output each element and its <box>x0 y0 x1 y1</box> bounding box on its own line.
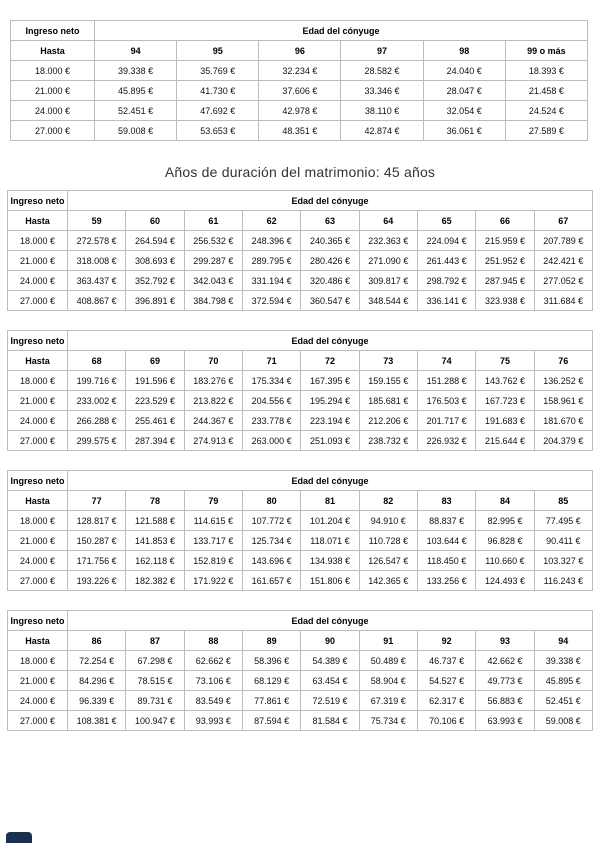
income-cell: 21.000 € <box>8 671 68 691</box>
income-cell: 18.000 € <box>8 231 68 251</box>
value-cell: 53.653 € <box>177 121 259 141</box>
age-column-header: 76 <box>534 351 592 371</box>
value-cell: 88.837 € <box>417 511 475 531</box>
table-row <box>8 531 593 551</box>
value-cell: 213.822 € <box>184 391 242 411</box>
value-cell: 223.194 € <box>301 411 359 431</box>
table-row <box>8 231 593 251</box>
age-column-header: 65 <box>417 211 475 231</box>
value-cell: 73.106 € <box>184 671 242 691</box>
ingreso-neto-header: Ingreso neto <box>11 21 95 41</box>
value-cell: 224.094 € <box>417 231 475 251</box>
table-row <box>11 121 588 141</box>
hasta-header: Hasta <box>8 211 68 231</box>
value-cell: 50.489 € <box>359 651 417 671</box>
value-cell: 47.692 € <box>177 101 259 121</box>
value-cell: 45.895 € <box>534 671 592 691</box>
value-cell: 204.556 € <box>242 391 300 411</box>
value-cell: 309.817 € <box>359 271 417 291</box>
income-cell: 18.000 € <box>8 371 68 391</box>
edad-conyuge-header: Edad del cónyuge <box>68 471 593 491</box>
value-cell: 207.789 € <box>534 231 592 251</box>
value-cell: 152.819 € <box>184 551 242 571</box>
value-cell: 42.662 € <box>476 651 534 671</box>
value-cell: 251.952 € <box>476 251 534 271</box>
value-cell: 151.288 € <box>417 371 475 391</box>
value-cell: 107.772 € <box>242 511 300 531</box>
value-cell: 212.206 € <box>359 411 417 431</box>
value-cell: 63.993 € <box>476 711 534 731</box>
value-cell: 75.734 € <box>359 711 417 731</box>
table-row <box>8 271 593 291</box>
age-column-header: 91 <box>359 631 417 651</box>
value-cell: 45.895 € <box>95 81 177 101</box>
age-column-header: 67 <box>534 211 592 231</box>
table-row <box>8 251 593 271</box>
income-age-table <box>10 20 588 141</box>
age-column-header: 89 <box>242 631 300 651</box>
hasta-header: Hasta <box>8 631 68 651</box>
value-cell: 372.594 € <box>242 291 300 311</box>
table-row <box>8 511 593 531</box>
table-row <box>8 551 593 571</box>
income-cell: 24.000 € <box>8 271 68 291</box>
table-header-row <box>8 611 593 631</box>
value-cell: 39.338 € <box>534 651 592 671</box>
age-column-header: 99 o más <box>505 41 587 61</box>
value-cell: 396.891 € <box>126 291 184 311</box>
income-age-table <box>7 470 593 591</box>
income-cell: 27.000 € <box>8 291 68 311</box>
value-cell: 39.338 € <box>95 61 177 81</box>
value-cell: 298.792 € <box>417 271 475 291</box>
value-cell: 126.547 € <box>359 551 417 571</box>
age-column-header: 92 <box>417 631 475 651</box>
income-cell: 24.000 € <box>11 101 95 121</box>
age-column-header: 86 <box>68 631 126 651</box>
value-cell: 24.040 € <box>423 61 505 81</box>
value-cell: 195.294 € <box>301 391 359 411</box>
income-cell: 24.000 € <box>8 691 68 711</box>
value-cell: 141.853 € <box>126 531 184 551</box>
table-row <box>8 411 593 431</box>
value-cell: 118.450 € <box>417 551 475 571</box>
value-cell: 136.252 € <box>534 371 592 391</box>
table-row <box>11 81 588 101</box>
value-cell: 238.732 € <box>359 431 417 451</box>
age-column-header: 69 <box>126 351 184 371</box>
value-cell: 299.575 € <box>68 431 126 451</box>
value-cell: 68.129 € <box>242 671 300 691</box>
income-cell: 27.000 € <box>11 121 95 141</box>
value-cell: 151.806 € <box>301 571 359 591</box>
age-column-header: 62 <box>242 211 300 231</box>
table-row <box>8 371 593 391</box>
value-cell: 277.052 € <box>534 271 592 291</box>
value-cell: 54.389 € <box>301 651 359 671</box>
value-cell: 323.938 € <box>476 291 534 311</box>
value-cell: 331.194 € <box>242 271 300 291</box>
value-cell: 150.287 € <box>68 531 126 551</box>
value-cell: 32.234 € <box>259 61 341 81</box>
value-cell: 242.421 € <box>534 251 592 271</box>
value-cell: 33.346 € <box>341 81 423 101</box>
table-header-row <box>11 21 588 41</box>
age-column-header: 94 <box>95 41 177 61</box>
age-column-header: 66 <box>476 211 534 231</box>
value-cell: 93.993 € <box>184 711 242 731</box>
table-row <box>11 101 588 121</box>
value-cell: 78.515 € <box>126 671 184 691</box>
value-cell: 308.693 € <box>126 251 184 271</box>
ingreso-neto-header: Ingreso neto <box>8 331 68 351</box>
value-cell: 384.798 € <box>184 291 242 311</box>
value-cell: 96.828 € <box>476 531 534 551</box>
value-cell: 38.110 € <box>341 101 423 121</box>
value-cell: 158.961 € <box>534 391 592 411</box>
ingreso-neto-header: Ingreso neto <box>8 611 68 631</box>
age-column-header: 63 <box>301 211 359 231</box>
value-cell: 360.547 € <box>301 291 359 311</box>
age-column-header: 95 <box>177 41 259 61</box>
value-cell: 318.008 € <box>68 251 126 271</box>
age-column-header: 79 <box>184 491 242 511</box>
table-group-top <box>0 20 600 141</box>
age-column-header: 85 <box>534 491 592 511</box>
value-cell: 159.155 € <box>359 371 417 391</box>
value-cell: 49.773 € <box>476 671 534 691</box>
value-cell: 101.204 € <box>301 511 359 531</box>
age-column-header: 59 <box>68 211 126 231</box>
value-cell: 336.141 € <box>417 291 475 311</box>
value-cell: 103.327 € <box>534 551 592 571</box>
value-cell: 248.396 € <box>242 231 300 251</box>
value-cell: 94.910 € <box>359 511 417 531</box>
table-row <box>8 571 593 591</box>
value-cell: 134.938 € <box>301 551 359 571</box>
value-cell: 191.596 € <box>126 371 184 391</box>
value-cell: 21.458 € <box>505 81 587 101</box>
income-age-table <box>7 610 593 731</box>
age-column-header: 97 <box>341 41 423 61</box>
value-cell: 251.093 € <box>301 431 359 451</box>
age-column-header: 84 <box>476 491 534 511</box>
page-title: Años de duración del matrimonio: 45 años <box>164 164 436 180</box>
value-cell: 167.723 € <box>476 391 534 411</box>
value-cell: 199.716 € <box>68 371 126 391</box>
value-cell: 176.503 € <box>417 391 475 411</box>
table-row <box>8 651 593 671</box>
table-row <box>8 431 593 451</box>
hasta-header: Hasta <box>8 351 68 371</box>
value-cell: 56.883 € <box>476 691 534 711</box>
table-row <box>8 691 593 711</box>
age-column-header: 88 <box>184 631 242 651</box>
value-cell: 161.657 € <box>242 571 300 591</box>
value-cell: 299.287 € <box>184 251 242 271</box>
edad-conyuge-header: Edad del cónyuge <box>68 191 593 211</box>
value-cell: 272.578 € <box>68 231 126 251</box>
value-cell: 232.363 € <box>359 231 417 251</box>
age-column-header: 94 <box>534 631 592 651</box>
value-cell: 264.594 € <box>126 231 184 251</box>
age-column-header: 74 <box>417 351 475 371</box>
value-cell: 143.696 € <box>242 551 300 571</box>
value-cell: 48.351 € <box>259 121 341 141</box>
value-cell: 352.792 € <box>126 271 184 291</box>
income-cell: 21.000 € <box>11 81 95 101</box>
value-cell: 181.670 € <box>534 411 592 431</box>
age-header-row <box>8 631 593 651</box>
value-cell: 191.683 € <box>476 411 534 431</box>
value-cell: 59.008 € <box>534 711 592 731</box>
value-cell: 255.461 € <box>126 411 184 431</box>
value-cell: 271.090 € <box>359 251 417 271</box>
income-cell: 21.000 € <box>8 251 68 271</box>
income-cell: 27.000 € <box>8 571 68 591</box>
value-cell: 408.867 € <box>68 291 126 311</box>
income-cell: 21.000 € <box>8 391 68 411</box>
value-cell: 82.995 € <box>476 511 534 531</box>
age-column-header: 98 <box>423 41 505 61</box>
value-cell: 59.008 € <box>95 121 177 141</box>
value-cell: 128.817 € <box>68 511 126 531</box>
value-cell: 28.582 € <box>341 61 423 81</box>
age-column-header: 82 <box>359 491 417 511</box>
value-cell: 90.411 € <box>534 531 592 551</box>
value-cell: 274.913 € <box>184 431 242 451</box>
value-cell: 142.365 € <box>359 571 417 591</box>
value-cell: 67.319 € <box>359 691 417 711</box>
value-cell: 62.317 € <box>417 691 475 711</box>
value-cell: 36.061 € <box>423 121 505 141</box>
value-cell: 171.756 € <box>68 551 126 571</box>
age-column-header: 71 <box>242 351 300 371</box>
hasta-header: Hasta <box>8 491 68 511</box>
age-column-header: 75 <box>476 351 534 371</box>
income-age-table <box>7 190 593 311</box>
value-cell: 37.606 € <box>259 81 341 101</box>
value-cell: 116.243 € <box>534 571 592 591</box>
age-column-header: 60 <box>126 211 184 231</box>
value-cell: 63.454 € <box>301 671 359 691</box>
age-column-header: 78 <box>126 491 184 511</box>
value-cell: 70.106 € <box>417 711 475 731</box>
value-cell: 256.532 € <box>184 231 242 251</box>
value-cell: 215.959 € <box>476 231 534 251</box>
table-row <box>8 291 593 311</box>
age-column-header: 77 <box>68 491 126 511</box>
value-cell: 24.524 € <box>505 101 587 121</box>
value-cell: 182.382 € <box>126 571 184 591</box>
income-cell: 21.000 € <box>8 531 68 551</box>
value-cell: 118.071 € <box>301 531 359 551</box>
value-cell: 320.486 € <box>301 271 359 291</box>
age-column-header: 83 <box>417 491 475 511</box>
income-cell: 18.000 € <box>11 61 95 81</box>
value-cell: 215.644 € <box>476 431 534 451</box>
value-cell: 233.002 € <box>68 391 126 411</box>
table-header-row <box>8 191 593 211</box>
age-column-header: 70 <box>184 351 242 371</box>
value-cell: 110.660 € <box>476 551 534 571</box>
value-cell: 143.762 € <box>476 371 534 391</box>
age-header-row <box>8 211 593 231</box>
value-cell: 124.493 € <box>476 571 534 591</box>
value-cell: 81.584 € <box>301 711 359 731</box>
value-cell: 233.778 € <box>242 411 300 431</box>
value-cell: 261.443 € <box>417 251 475 271</box>
edad-conyuge-header: Edad del cónyuge <box>68 331 593 351</box>
table-group-main <box>0 190 600 731</box>
age-column-header: 93 <box>476 631 534 651</box>
edad-conyuge-header: Edad del cónyuge <box>95 21 588 41</box>
value-cell: 167.395 € <box>301 371 359 391</box>
value-cell: 133.256 € <box>417 571 475 591</box>
age-column-header: 68 <box>68 351 126 371</box>
value-cell: 18.393 € <box>505 61 587 81</box>
value-cell: 58.904 € <box>359 671 417 691</box>
value-cell: 52.451 € <box>534 691 592 711</box>
value-cell: 83.549 € <box>184 691 242 711</box>
bottom-left-widget[interactable] <box>6 832 32 843</box>
table-row <box>8 391 593 411</box>
value-cell: 185.681 € <box>359 391 417 411</box>
value-cell: 77.861 € <box>242 691 300 711</box>
value-cell: 54.527 € <box>417 671 475 691</box>
age-header-row <box>11 41 588 61</box>
value-cell: 121.588 € <box>126 511 184 531</box>
value-cell: 27.589 € <box>505 121 587 141</box>
value-cell: 171.922 € <box>184 571 242 591</box>
table-row <box>11 61 588 81</box>
value-cell: 77.495 € <box>534 511 592 531</box>
value-cell: 62.662 € <box>184 651 242 671</box>
value-cell: 287.945 € <box>476 271 534 291</box>
age-column-header: 96 <box>259 41 341 61</box>
value-cell: 175.334 € <box>242 371 300 391</box>
value-cell: 46.737 € <box>417 651 475 671</box>
age-column-header: 87 <box>126 631 184 651</box>
value-cell: 114.615 € <box>184 511 242 531</box>
value-cell: 240.365 € <box>301 231 359 251</box>
income-cell: 24.000 € <box>8 411 68 431</box>
ingreso-neto-header: Ingreso neto <box>8 191 68 211</box>
age-column-header: 81 <box>301 491 359 511</box>
age-column-header: 72 <box>301 351 359 371</box>
value-cell: 67.298 € <box>126 651 184 671</box>
value-cell: 266.288 € <box>68 411 126 431</box>
value-cell: 162.118 € <box>126 551 184 571</box>
value-cell: 223.529 € <box>126 391 184 411</box>
value-cell: 28.047 € <box>423 81 505 101</box>
value-cell: 342.043 € <box>184 271 242 291</box>
value-cell: 125.734 € <box>242 531 300 551</box>
value-cell: 263.000 € <box>242 431 300 451</box>
value-cell: 108.381 € <box>68 711 126 731</box>
value-cell: 183.276 € <box>184 371 242 391</box>
income-age-table <box>7 330 593 451</box>
age-header-row <box>8 491 593 511</box>
age-column-header: 80 <box>242 491 300 511</box>
value-cell: 226.932 € <box>417 431 475 451</box>
hasta-header: Hasta <box>11 41 95 61</box>
value-cell: 41.730 € <box>177 81 259 101</box>
age-column-header: 64 <box>359 211 417 231</box>
table-row <box>8 671 593 691</box>
value-cell: 110.728 € <box>359 531 417 551</box>
age-column-header: 90 <box>301 631 359 651</box>
value-cell: 280.426 € <box>301 251 359 271</box>
value-cell: 58.396 € <box>242 651 300 671</box>
income-cell: 27.000 € <box>8 431 68 451</box>
income-cell: 18.000 € <box>8 511 68 531</box>
value-cell: 311.684 € <box>534 291 592 311</box>
age-header-row <box>8 351 593 371</box>
table-header-row <box>8 471 593 491</box>
value-cell: 32.054 € <box>423 101 505 121</box>
value-cell: 103.644 € <box>417 531 475 551</box>
value-cell: 35.769 € <box>177 61 259 81</box>
value-cell: 348.544 € <box>359 291 417 311</box>
value-cell: 89.731 € <box>126 691 184 711</box>
value-cell: 133.717 € <box>184 531 242 551</box>
edad-conyuge-header: Edad del cónyuge <box>68 611 593 631</box>
value-cell: 84.296 € <box>68 671 126 691</box>
income-cell: 18.000 € <box>8 651 68 671</box>
value-cell: 72.519 € <box>301 691 359 711</box>
value-cell: 42.874 € <box>341 121 423 141</box>
income-cell: 27.000 € <box>8 711 68 731</box>
value-cell: 201.717 € <box>417 411 475 431</box>
value-cell: 87.594 € <box>242 711 300 731</box>
age-column-header: 73 <box>359 351 417 371</box>
value-cell: 52.451 € <box>95 101 177 121</box>
age-column-header: 61 <box>184 211 242 231</box>
ingreso-neto-header: Ingreso neto <box>8 471 68 491</box>
value-cell: 289.795 € <box>242 251 300 271</box>
table-row <box>8 711 593 731</box>
value-cell: 204.379 € <box>534 431 592 451</box>
value-cell: 363.437 € <box>68 271 126 291</box>
value-cell: 100.947 € <box>126 711 184 731</box>
table-header-row <box>8 331 593 351</box>
value-cell: 72.254 € <box>68 651 126 671</box>
value-cell: 96.339 € <box>68 691 126 711</box>
value-cell: 42.978 € <box>259 101 341 121</box>
value-cell: 287.394 € <box>126 431 184 451</box>
value-cell: 244.367 € <box>184 411 242 431</box>
value-cell: 193.226 € <box>68 571 126 591</box>
income-cell: 24.000 € <box>8 551 68 571</box>
